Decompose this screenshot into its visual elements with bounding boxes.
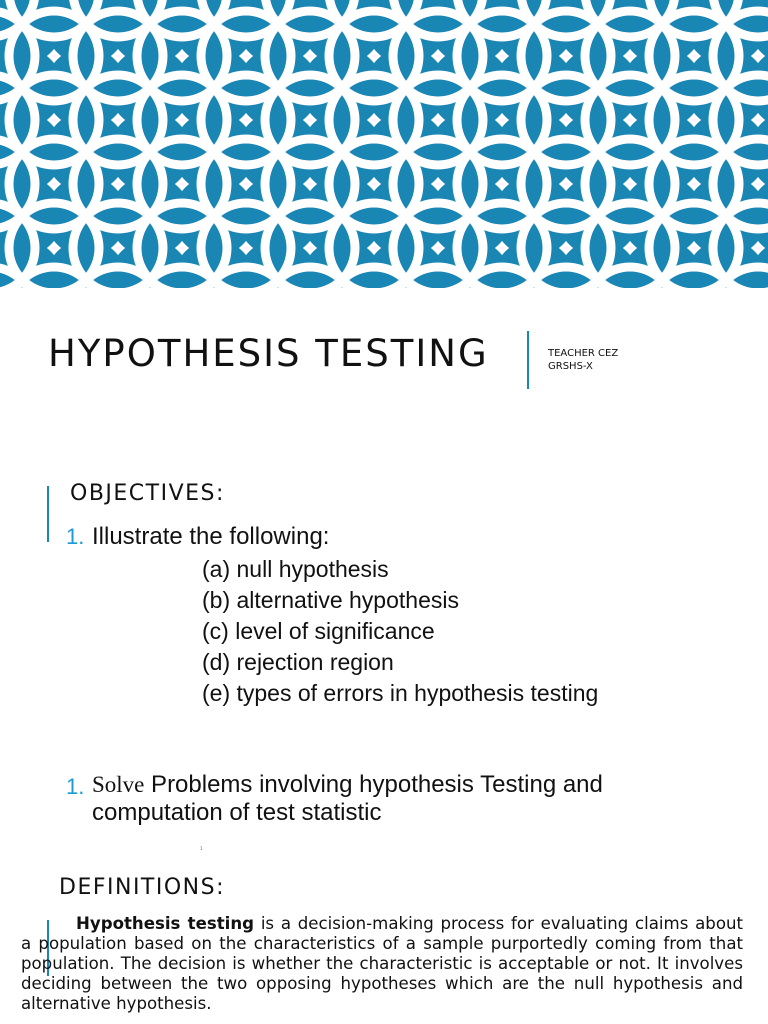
- objective-2-number: 1.: [66, 774, 85, 799]
- objectives-accent-bar: [47, 486, 49, 542]
- subitem-types-of-errors: (e) types of errors in hypothesis testing: [202, 680, 599, 706]
- objectives-heading: OBJECTIVES:: [70, 481, 225, 506]
- tiny-mark: 1: [200, 846, 203, 851]
- page-title: HYPOTHESIS TESTING: [48, 332, 489, 375]
- subitem-null-hypothesis: (a) null hypothesis: [202, 556, 389, 582]
- author-school: GRSHS-X: [548, 361, 593, 372]
- definition-text: is a decision-making process for evaluating claims about a population based on the characteristics of a sample purportedly coming from that population. The decision is whether the characteristic is acceptable or not. It involves deciding between the two opposing hypotheses which are the null hypothesis and alternative hypothesis.: [21, 914, 743, 1013]
- title-divider: [527, 331, 529, 389]
- objective-1-number: 1.: [66, 524, 85, 549]
- objective-2-rest: Problems involving hypothesis Testing and computation of test statistic: [92, 771, 603, 826]
- objective-2-verb: Solve: [92, 772, 145, 797]
- ring-pattern: [0, 0, 768, 288]
- subitem-rejection-region: (d) rejection region: [202, 649, 394, 675]
- subitem-alternative-hypothesis: (b) alternative hypothesis: [202, 587, 459, 613]
- definition-paragraph: [21, 914, 743, 1014]
- author-name: TEACHER CEZ: [548, 348, 619, 359]
- author-block: [548, 347, 618, 373]
- subitem-level-of-significance: (c) level of significance: [202, 618, 435, 644]
- definitions-heading: DEFINITIONS:: [59, 875, 226, 900]
- header-banner: [0, 0, 768, 288]
- objective-1-text: Illustrate the following:: [92, 523, 330, 550]
- definition-term: Hypothesis testing: [76, 914, 255, 933]
- objective-1-subitems: [202, 554, 598, 709]
- objective-2-text: [92, 771, 732, 827]
